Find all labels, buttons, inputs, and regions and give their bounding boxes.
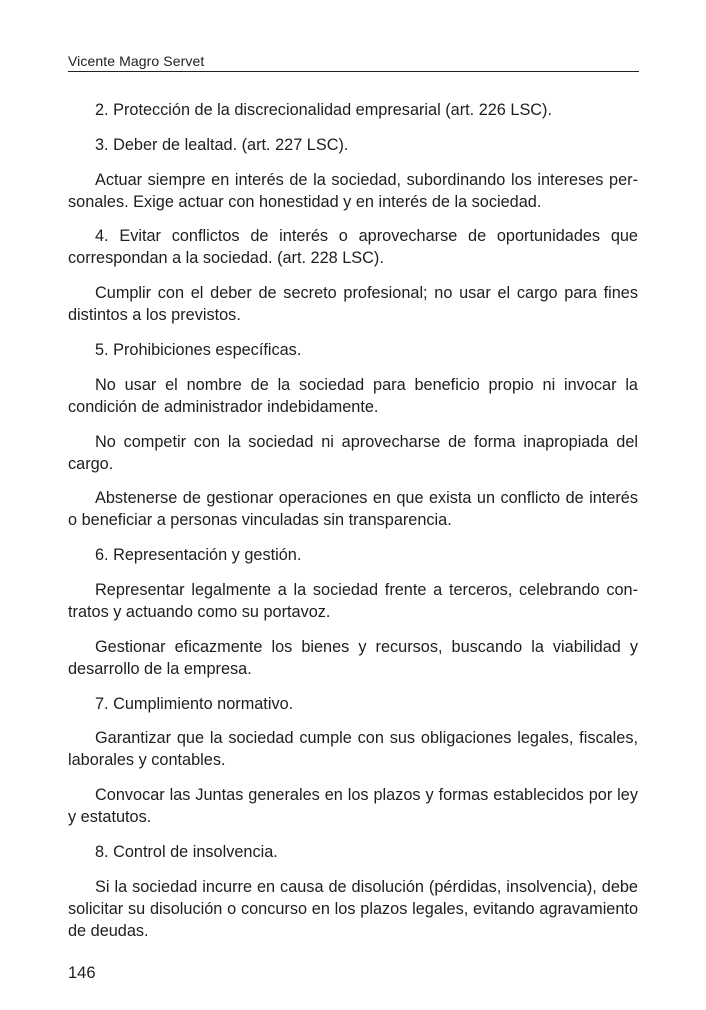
paragraph: Abstenerse de gestionar operaciones en que exista un conflicto de interés o beneficiar a personas vinculadas sin transparencia.: [68, 489, 638, 530]
body-text: [68, 99, 638, 955]
paragraph-item-6-heading: 6. Representación y gestión.: [95, 546, 302, 565]
paragraph-item-8-heading: 8. Control de insolvencia.: [95, 842, 278, 861]
paragraph: Representar legalmente a la sociedad frente a terceros, celebrando contratos y actuando como su portavoz.: [68, 580, 638, 621]
paragraph: No usar el nombre de la sociedad para beneficio propio ni invocar la condición de administrador indebidamente.: [68, 375, 638, 416]
paragraph-item-4-heading: 4. Evitar conflictos de interés o aprovecharse de oportunidades que correspondan a la sociedad. (art. 228 LSC).: [68, 227, 638, 268]
running-header-author: Vicente Magro Servet: [68, 53, 205, 69]
paragraph-item-5-heading: 5. Prohibiciones específicas.: [95, 340, 302, 359]
paragraph: Garantizar que la sociedad cumple con sus obligaciones legales, fiscales, laborales y contables.: [68, 729, 638, 770]
page-number: 146: [68, 964, 96, 982]
paragraph: Convocar las Juntas generales en los plazos y formas establecidos por ley y estatutos.: [68, 786, 638, 827]
paragraph-item-7-heading: 7. Cumplimiento normativo.: [95, 694, 294, 713]
header-rule: [68, 71, 639, 72]
paragraph: Cumplir con el deber de secreto profesional; no usar el cargo para fines distintos a los previstos.: [68, 284, 638, 325]
paragraph-item-2-heading: 2. Protección de la discrecionalidad empresarial (art. 226 LSC).: [95, 101, 553, 119]
paragraph: Gestionar eficazmente los bienes y recursos, buscando la viabilidad y desarrollo de la empresa.: [68, 637, 638, 678]
paragraph-item-3-heading: 3. Deber de lealtad. (art. 227 LSC).: [95, 135, 349, 154]
paragraph: Actuar siempre en interés de la sociedad, subordinando los intereses personales. Exige actuar con honestidad y en interés de la sociedad.: [68, 170, 638, 211]
paragraph: Si la sociedad incurre en causa de disolución (pérdidas, insolvencia), debe solicitar su disolución o concurso en los plazos legales, evitando agravamiento de deudas.: [68, 877, 638, 940]
paragraph: No competir con la sociedad ni aprovecharse de forma inapropiada del cargo.: [68, 432, 638, 473]
